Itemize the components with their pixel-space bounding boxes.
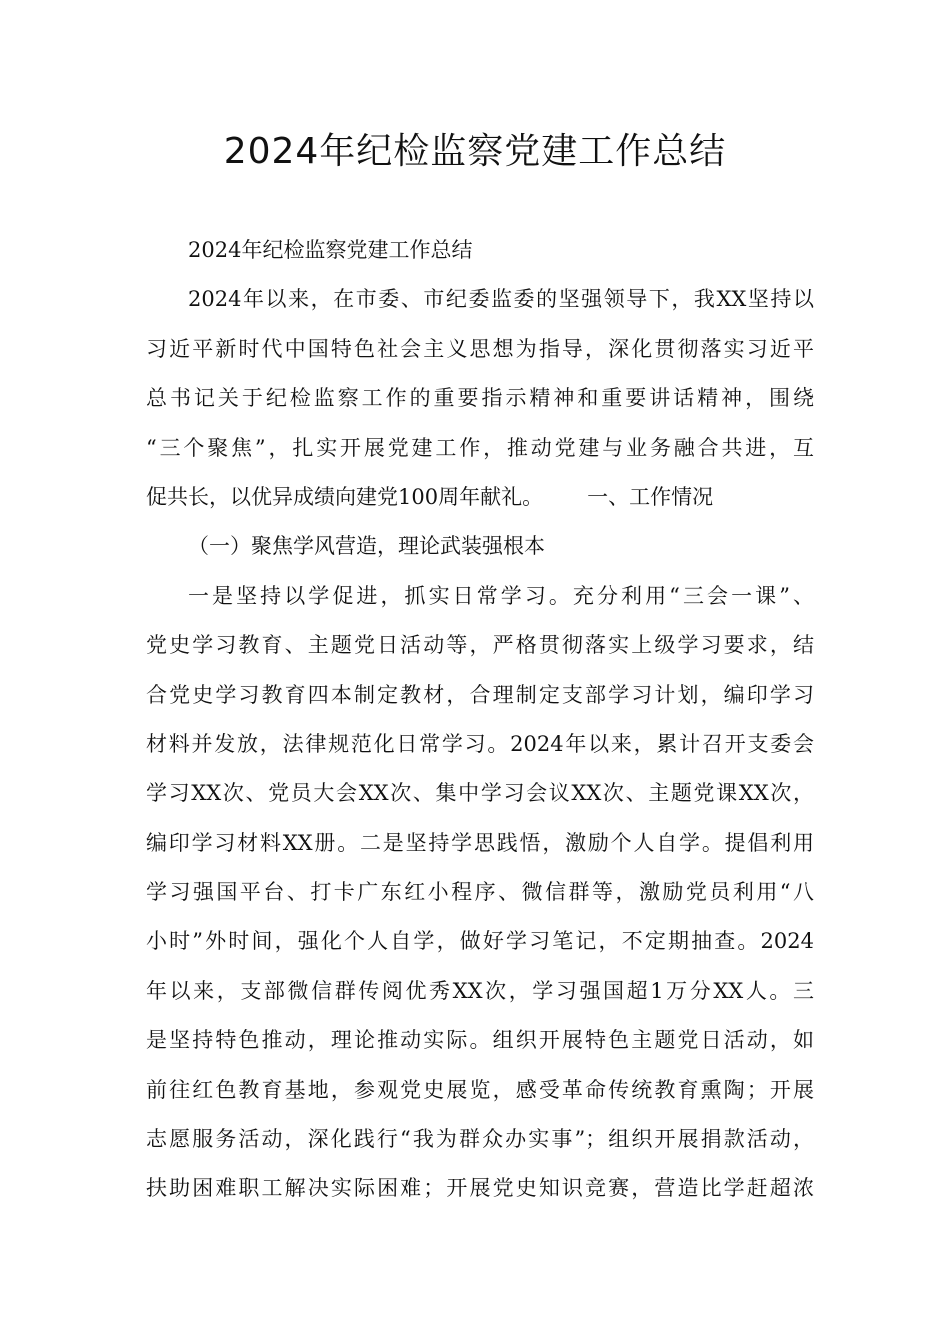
paragraph-line: 前往红色教育基地，参观党史展览，感受革命传统教育熏陶；开展 <box>146 1077 814 1102</box>
paragraph-line-mixed <box>146 473 814 522</box>
paragraph-line: 材料并发放，法律规范化日常学习。2024年以来，累计召开支委会 <box>146 731 814 756</box>
paragraph-line: 编印学习材料XX册。二是坚持学思践悟，激励个人自学。提倡利用 <box>146 830 814 855</box>
document-title: 2024年纪检监察党建工作总结 <box>223 131 727 172</box>
paragraph-line: 学习强国平台、打卡广东红小程序、微信群等，激励党员利用“八 <box>146 880 814 905</box>
paragraph-line: 学习XX次、党员大会XX次、集中学习会议XX次、主题党课XX次， <box>146 781 814 806</box>
paragraph-line: 2024年以来，在市委、市纪委监委的坚强领导下，我XX坚持以 <box>188 287 814 312</box>
paragraph-line: 习近平新时代中国特色社会主义思想为指导，深化贯彻落实习近平 <box>146 336 814 361</box>
paragraph-line: “三个聚焦”，扎实开展党建工作，推动党建与业务融合共进，互 <box>146 435 814 460</box>
paragraph-line: 小时”外时间，强化个人自学，做好学习笔记，不定期抽查。2024 <box>146 929 814 954</box>
subtitle-line: 2024年纪检监察党建工作总结 <box>188 238 473 262</box>
section-heading: 一、工作情况 <box>587 484 714 509</box>
paragraph-line: 总书记关于纪检监察工作的重要指示精神和重要讲话精神，围绕 <box>146 386 814 411</box>
paragraph-line: 党史学习教育、主题党日活动等，严格贯彻落实上级学习要求，结 <box>146 633 814 658</box>
paragraph-line: 志愿服务活动，深化践行“我为群众办实事”；组织开展捐款活动， <box>146 1127 814 1152</box>
subsection-heading: （一）聚焦学风营造，理论武装强根本 <box>188 534 545 559</box>
paragraph-line: 一是坚持以学促进，抓实日常学习。充分利用“三会一课”、 <box>188 583 814 608</box>
paragraph-line: 是坚持特色推动，理论推动实际。组织开展特色主题党日活动，如 <box>146 1028 814 1053</box>
paragraph-line: 年以来，支部微信群传阅优秀XX次，学习强国超1万分XX人。三 <box>146 978 814 1003</box>
paragraph-line: 扶助困难职工解决实际困难；开展党史知识竞赛，营造比学赶超浓 <box>146 1176 814 1201</box>
document-body <box>146 226 814 1214</box>
paragraph-line: 合党史学习教育四本制定教材，合理制定支部学习计划，编印学习 <box>146 682 814 707</box>
paragraph-line-end: 促共长，以优异成绩向建党100周年献礼。 <box>146 484 544 509</box>
